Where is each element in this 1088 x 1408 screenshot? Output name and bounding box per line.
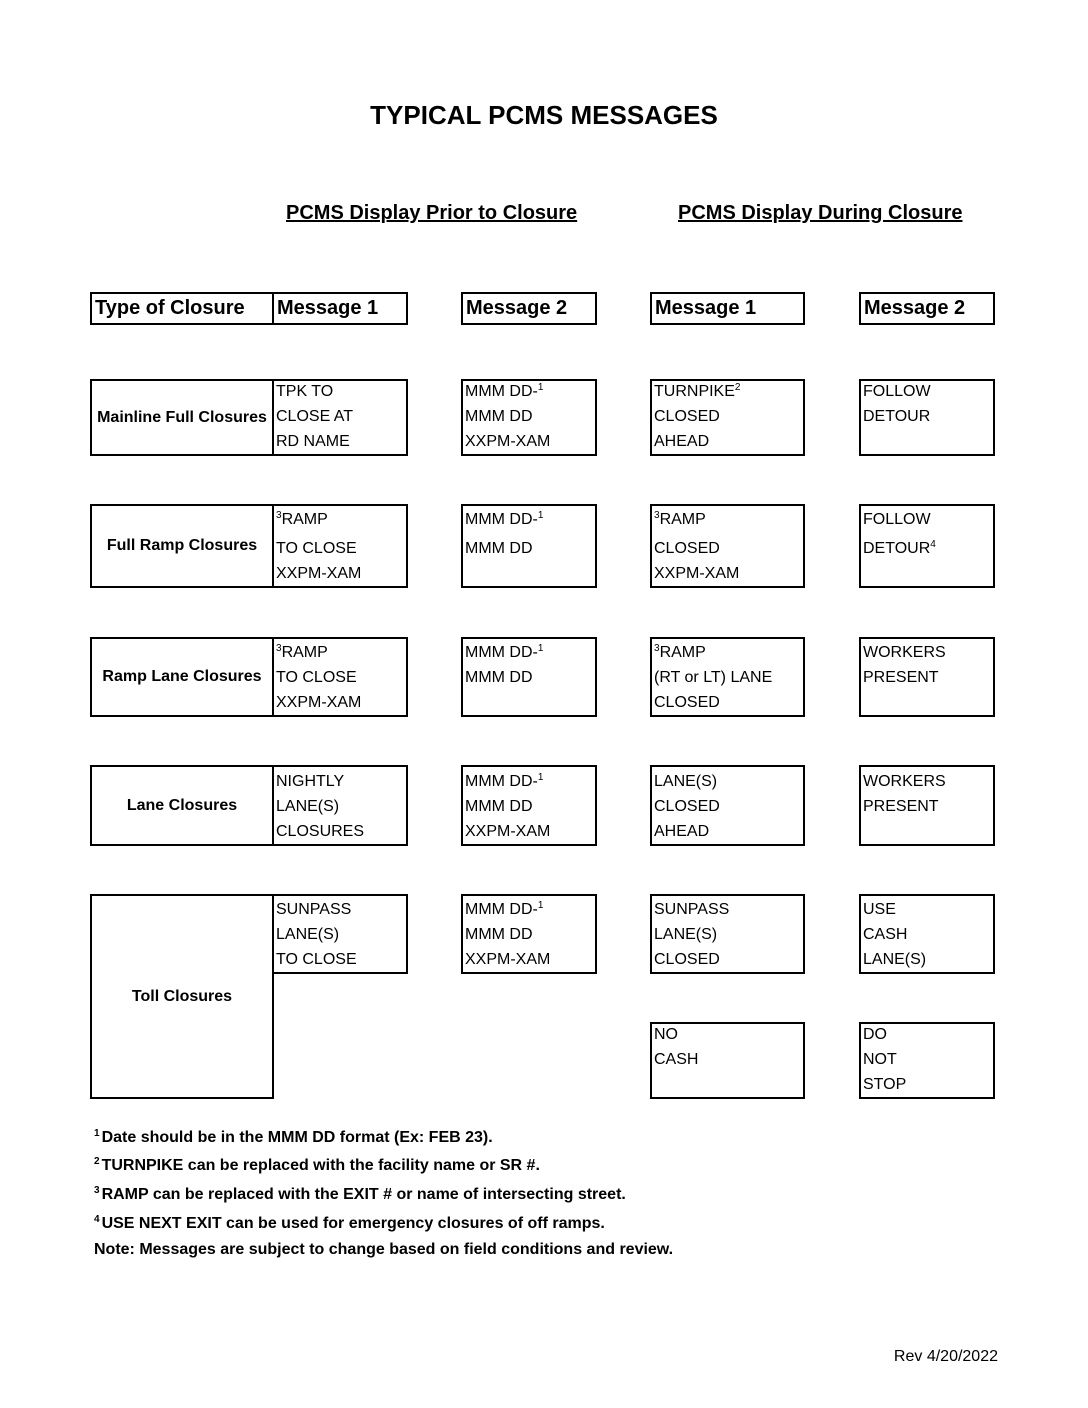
closure-type-mainline-full-closures: Mainline Full Closures [90, 379, 274, 456]
mainline-full-closures-prior-msg1-box [272, 379, 408, 456]
message-line: XXPM-XAM [465, 433, 551, 450]
lane-closures-during-msg2-box [859, 765, 995, 846]
closure-type-ramp-lane-closures: Ramp Lane Closures [90, 637, 274, 717]
message-line: LANE(S) [654, 773, 718, 790]
section-during-heading: PCMS Display During Closure [678, 202, 963, 224]
full-ramp-closures-prior-msg2-box [461, 504, 597, 588]
header-during-message-1: Message 1 [650, 292, 805, 325]
footnote-marker: 1 [537, 382, 544, 393]
message-line: MMM DD [465, 798, 533, 815]
message-line: AHEAD [654, 823, 710, 840]
footnote-1: $^1$ Date should be in the MMM DD format (Ex: FEB 23). [94, 1128, 493, 1146]
page-title: TYPICAL PCMS MESSAGES [370, 100, 718, 130]
ramp-lane-closures-during-msg2-box [859, 637, 995, 717]
message-line: CLOSED [654, 694, 720, 711]
mainline-full-closures-during-msg1-box [650, 379, 805, 456]
ramp-lane-closures-during-msg1-box [650, 637, 805, 717]
mainline-full-closures-during-msg2-box [859, 379, 995, 456]
message-line: $^3$RAMP [654, 643, 706, 661]
footnote-marker: 3 [276, 510, 282, 521]
closure-type-toll-closures: Toll Closures [90, 894, 274, 1099]
message-line: NIGHTLY [276, 773, 345, 790]
header-prior-message-2: Message 2 [461, 292, 597, 325]
message-line: STOP [863, 1076, 907, 1093]
lane-closures-prior-msg1-box [272, 765, 408, 846]
footnote-marker: 1 [537, 772, 544, 783]
message-line: CLOSED [654, 540, 720, 557]
message-line: MMM DD [465, 540, 533, 557]
full-ramp-closures-during-msg2-box [859, 504, 995, 588]
message-line: TURNPIKE$^2$ [654, 382, 741, 400]
message-line: USE [863, 901, 896, 918]
message-line: FOLLOW [863, 383, 931, 400]
message-line: MMM DD-$^1$ [465, 382, 544, 400]
message-line: TPK TO [276, 383, 334, 400]
message-line: DETOUR$^4$ [863, 539, 936, 557]
message-line: SUNPASS [276, 901, 352, 918]
ramp-lane-closures-prior-msg2-box [461, 637, 597, 717]
message-line: MMM DD-$^1$ [465, 643, 544, 661]
message-line: WORKERS [863, 773, 946, 790]
full-ramp-closures-prior-msg1-box [272, 504, 408, 588]
footnote-marker: 1 [537, 643, 544, 654]
message-line: MMM DD [465, 408, 533, 425]
ramp-lane-closures-prior-msg1-box [272, 637, 408, 717]
message-line: RD NAME [276, 433, 350, 450]
message-line: LANE(S) [654, 926, 718, 943]
closure-type-full-ramp-closures: Full Ramp Closures [90, 504, 274, 588]
footnote-marker: 3 [654, 643, 660, 654]
message-line: TO CLOSE [276, 540, 357, 557]
footnote-marker: 3 [654, 510, 660, 521]
message-line: FOLLOW [863, 511, 931, 528]
header-type-of-closure: Type of Closure [90, 292, 274, 325]
message-line: CASH [654, 1051, 699, 1068]
message-line: XXPM-XAM [465, 951, 551, 968]
message-line: SUNPASS [654, 901, 730, 918]
footnote-4: $^4$ USE NEXT EXIT can be used for emergency closures of off ramps. [94, 1214, 605, 1232]
toll-closures-prior-msg1-box [272, 894, 408, 974]
message-line: MMM DD-$^1$ [465, 772, 544, 790]
toll-closures-during-msg2-b-box [859, 1022, 995, 1099]
message-line: $^3$RAMP [276, 510, 328, 528]
message-line: NOT [863, 1051, 897, 1068]
message-line: CASH [863, 926, 908, 943]
revision-date: Rev 4/20/2022 [893, 1348, 998, 1365]
mainline-full-closures-prior-msg2-box [461, 379, 597, 456]
message-line: CLOSED [654, 798, 720, 815]
footnote-2: $^2$ TURNPIKE can be replaced with the facility name or SR #. [94, 1156, 540, 1174]
header-prior-message-1: Message 1 [272, 292, 408, 325]
toll-closures-during-msg1-box [650, 894, 805, 974]
message-line: XXPM-XAM [276, 565, 362, 582]
message-line: TO CLOSE [276, 951, 357, 968]
message-line: XXPM-XAM [465, 823, 551, 840]
message-line: DO [863, 1026, 887, 1043]
lane-closures-during-msg1-box [650, 765, 805, 846]
message-line: PRESENT [863, 798, 939, 815]
message-line: LANE(S) [276, 926, 340, 943]
message-line: WORKERS [863, 644, 946, 661]
message-line: LANE(S) [863, 951, 927, 968]
message-line: TO CLOSE [276, 669, 357, 686]
footnote-marker: 1 [537, 900, 544, 911]
closure-type-lane-closures: Lane Closures [90, 765, 274, 846]
header-during-message-2: Message 2 [859, 292, 995, 325]
message-line: MMM DD [465, 926, 533, 943]
footnote-marker: 2 [734, 382, 741, 393]
message-line: XXPM-XAM [654, 565, 740, 582]
message-line: MMM DD-$^1$ [465, 900, 544, 918]
message-line: CLOSURES [276, 823, 365, 840]
full-ramp-closures-during-msg1-box [650, 504, 805, 588]
message-line: AHEAD [654, 433, 710, 450]
message-line: CLOSED [654, 408, 720, 425]
toll-closures-during-msg1-b-box [650, 1022, 805, 1099]
toll-closures-during-msg2-box [859, 894, 995, 974]
message-line: LANE(S) [276, 798, 340, 815]
message-line: (RT or LT) LANE [654, 669, 773, 686]
message-line: NO [654, 1026, 678, 1043]
message-line: XXPM-XAM [276, 694, 362, 711]
message-line: $^3$RAMP [276, 643, 328, 661]
review-note: Note: Messages are subject to change based on field conditions and review. [94, 1241, 674, 1258]
footnote-3: $^3$ RAMP can be replaced with the EXIT # or name of intersecting street. [94, 1185, 626, 1203]
toll-closures-prior-msg2-box [461, 894, 597, 974]
footnote-marker: 3 [276, 643, 282, 654]
message-line: CLOSED [654, 951, 720, 968]
message-line: DETOUR [863, 408, 931, 425]
footnote-marker: 4 [930, 539, 936, 550]
message-line: CLOSE AT [276, 408, 354, 425]
lane-closures-prior-msg2-box [461, 765, 597, 846]
section-prior-heading: PCMS Display Prior to Closure [286, 202, 578, 224]
message-line: $^3$RAMP [654, 510, 706, 528]
message-line: MMM DD [465, 669, 533, 686]
message-line: PRESENT [863, 669, 939, 686]
message-line: MMM DD-$^1$ [465, 510, 544, 528]
footnote-marker: 1 [537, 510, 544, 521]
